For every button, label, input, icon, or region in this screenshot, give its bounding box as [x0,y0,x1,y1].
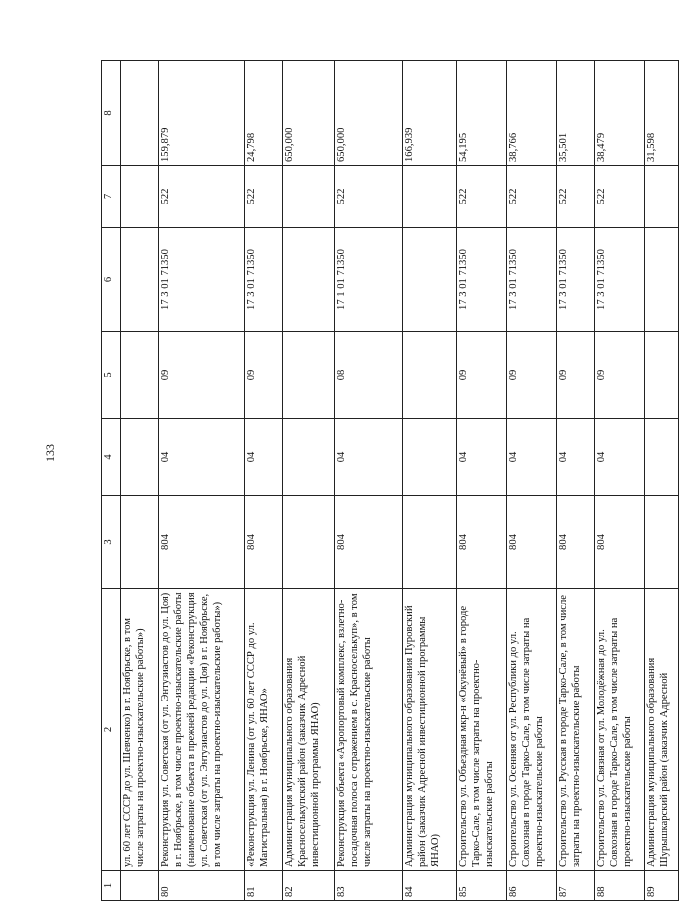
table-cell-section [283,419,335,496]
table-cell-target-article [283,228,335,332]
table-cell-target-article: 17 3 01 71350 [507,228,557,332]
table-cell-expense-type [121,166,159,228]
table-cell-grbs: 804 [557,496,595,589]
table-cell-number: 80 [159,871,245,901]
table-cell-expense-type: 522 [245,166,283,228]
table-cell-name: Реконструкция ул. Советская (от ул. Энтузиастов до ул. Цоя) в г. Ноябрьске, в том числе проектно-изыскательские работы (наименование объекта в прежней редакции «Реконструкция ул. Советская (от ул. Энтузиастов до ул. Цоя) в г. Ноябрьске, в том числе затраты на проектно-изыскательские работы») [159,589,245,871]
column-header: 7 [102,166,121,228]
table-row [283,61,335,901]
table-row [335,61,403,901]
page-number: 133 [43,444,57,462]
table-cell-subsection [121,332,159,419]
table-cell-expense-type: 522 [335,166,403,228]
table-row [457,61,507,901]
table-cell-amount: 54,195 [457,61,507,166]
table-cell-expense-type [283,166,335,228]
table-cell-name: ул. 60 лет СССР до ул. Шевченко) в г. Ноябрьске, в том числе затраты на проектно-изыскательские работы») [121,589,159,871]
table-cell-section: 04 [245,419,283,496]
table-cell-target-article: 17 3 01 71350 [245,228,283,332]
table-cell-subsection: 09 [159,332,245,419]
table-cell-grbs: 804 [159,496,245,589]
table-cell-number: 89 [645,871,679,901]
table-cell-number: 84 [403,871,457,901]
table-cell-subsection: 08 [335,332,403,419]
table-cell-name: Администрация муниципального образования Красноселькупский район (заказчик Адресной инвестиционной программы ЯНАО) [283,589,335,871]
table-cell-target-article: 17 3 01 71350 [557,228,595,332]
table-cell-expense-type [645,166,679,228]
table-cell-grbs: 804 [507,496,557,589]
column-header: 5 [102,332,121,419]
table-cell-section: 04 [159,419,245,496]
table-cell-section: 04 [595,419,645,496]
table-cell-subsection [283,332,335,419]
table-cell-amount: 24,798 [245,61,283,166]
table-cell-name: «Реконструкция ул. Ленина (от ул. 60 лет СССР до ул. Магистральная) в г. Ноябрьске, ЯНАО» [245,589,283,871]
table-cell-number [121,871,159,901]
table-cell-number: 81 [245,871,283,901]
table-cell-target-article [403,228,457,332]
table-cell-number: 86 [507,871,557,901]
column-header: 6 [102,228,121,332]
table-header-row [102,61,121,901]
table-cell-grbs [645,496,679,589]
table-cell-section: 04 [557,419,595,496]
table-cell-target-article: 17 3 01 71350 [159,228,245,332]
table-cell-subsection: 09 [595,332,645,419]
table-row [595,61,645,901]
table-cell-subsection [403,332,457,419]
table-cell-target-article [645,228,679,332]
table-cell-amount: 159,879 [159,61,245,166]
table-row [159,61,245,901]
table-cell-section [645,419,679,496]
table-cell-expense-type: 522 [507,166,557,228]
table-row [507,61,557,901]
table-cell-subsection: 09 [457,332,507,419]
table-cell-name: Строительство ул. Осенняя от ул. Республики до ул. Совхозная в городе Тарко-Сале, в том числе затраты на проектно-изыскательские работы [507,589,557,871]
table-cell-target-article: 17 1 01 71350 [335,228,403,332]
table-cell-section: 04 [457,419,507,496]
table-cell-section: 04 [507,419,557,496]
table-cell-amount: 38,479 [595,61,645,166]
table-cell-section [403,419,457,496]
table-cell-expense-type: 522 [457,166,507,228]
table-cell-target-article: 17 3 01 71350 [457,228,507,332]
table-cell-amount: 31,598 [645,61,679,166]
table-cell-grbs: 804 [595,496,645,589]
column-header: 4 [102,419,121,496]
table-cell-grbs: 804 [245,496,283,589]
table-cell-target-article: 17 3 01 71350 [595,228,645,332]
column-header: 8 [102,61,121,166]
table-cell-number: 85 [457,871,507,901]
table-cell-expense-type: 522 [557,166,595,228]
table-cell-amount: 650,000 [283,61,335,166]
table-row [121,61,159,901]
table-cell-name: Реконструкция объекта «Аэропортовый комплекс, взлетно-посадочная полоса с отражением в с. Красноселькуп», в том числе затраты на проектно-изыскательские работы [335,589,403,871]
table-cell-grbs: 804 [335,496,403,589]
table-cell-section: 04 [335,419,403,496]
table-cell-name: Строительство ул. Объездная мкр-н «Окунёвый» в городе Тарко-Сале, в том числе затраты на проектно-изыскательские работы [457,589,507,871]
rotated-page-content [101,61,670,901]
column-header: 1 [102,871,121,901]
table-cell-subsection: 09 [245,332,283,419]
column-header: 3 [102,496,121,589]
table-row [645,61,679,901]
table-cell-amount: 35,501 [557,61,595,166]
table-cell-grbs [121,496,159,589]
table-cell-section [121,419,159,496]
table-cell-expense-type: 522 [159,166,245,228]
table-cell-number: 88 [595,871,645,901]
table-cell-name: Администрация муниципального образования Шурышкарский район (заказчик Адресной [645,589,679,871]
table-cell-amount: 38,766 [507,61,557,166]
budget-table [101,60,679,901]
table-cell-amount: 166,939 [403,61,457,166]
table-cell-expense-type: 522 [595,166,645,228]
table-cell-expense-type [403,166,457,228]
table-cell-number: 83 [335,871,403,901]
table-cell-amount: 650,000 [335,61,403,166]
table-cell-subsection [645,332,679,419]
table-cell-subsection: 09 [507,332,557,419]
table-cell-grbs [403,496,457,589]
table-cell-number: 87 [557,871,595,901]
table-cell-grbs: 804 [457,496,507,589]
table-row [245,61,283,901]
table-cell-grbs [283,496,335,589]
table-cell-amount [121,61,159,166]
column-header: 2 [102,589,121,871]
table-cell-target-article [121,228,159,332]
table-cell-name: Строительство ул. Русская в городе Тарко-Сале, в том числе затраты на проектно-изыскательские работы [557,589,595,871]
table-cell-name: Администрация муниципального образования Пуровский район (заказчик Адресной инвестиционной программы ЯНАО) [403,589,457,871]
table-cell-number: 82 [283,871,335,901]
table-row [403,61,457,901]
table-cell-name: Строительство ул. Связная от ул. Молодёжная до ул. Совхозная в городе Тарко-Сале, в том числе затраты на проектно-изыскательские работы [595,589,645,871]
table-cell-subsection: 09 [557,332,595,419]
table-row [557,61,595,901]
